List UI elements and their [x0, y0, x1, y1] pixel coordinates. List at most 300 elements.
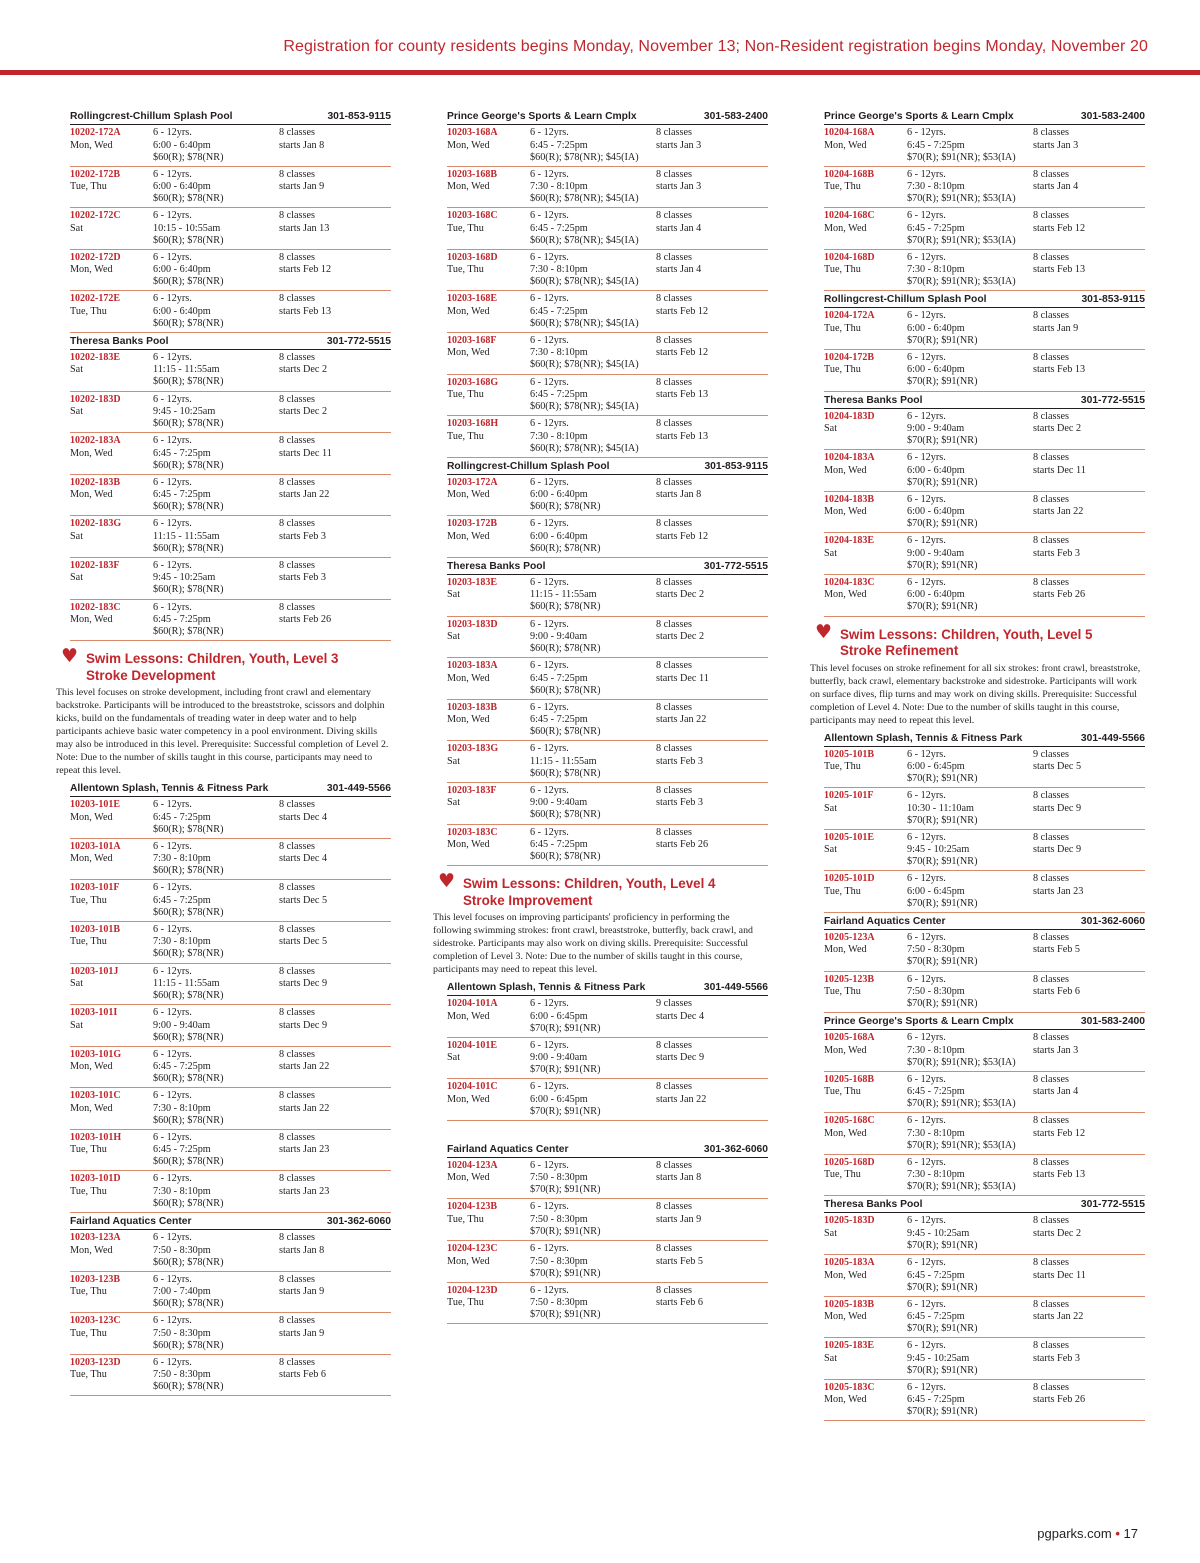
class-time: 7:50 - 8:30pm: [907, 944, 965, 956]
class-listing: [70, 392, 391, 434]
course-code[interactable]: 10204-168D: [824, 251, 875, 263]
age-range: 6 - 12yrs.: [153, 965, 192, 977]
column-3: [810, 108, 1145, 1421]
age-range: 6 - 12yrs.: [907, 410, 946, 422]
age-range: 6 - 12yrs.: [907, 351, 946, 363]
age-range: 6 - 12yrs.: [907, 310, 946, 322]
course-code[interactable]: 10202-183D: [70, 393, 121, 405]
course-code[interactable]: 10202-183A: [70, 435, 121, 447]
course-code[interactable]: 10205-123A: [824, 931, 875, 943]
meeting-days: Sat: [70, 406, 84, 418]
course-code[interactable]: 10204-183D: [824, 410, 875, 422]
start-date: starts Feb 13: [1033, 1169, 1086, 1181]
class-listing: [824, 830, 1145, 872]
meeting-days: Mon, Wed: [70, 853, 113, 865]
class-listing: [824, 167, 1145, 209]
course-code[interactable]: 10205-101B: [824, 748, 874, 760]
location-header: [824, 291, 1145, 308]
class-listing: [824, 972, 1145, 1014]
course-code[interactable]: 10205-183A: [824, 1257, 875, 1269]
class-fee: $60(R); $78(NR): [530, 542, 601, 554]
age-range: 6 - 12yrs.: [153, 393, 192, 405]
class-fee: $70(R); $91(NR): [907, 956, 978, 968]
course-code[interactable]: 10203-101D: [70, 1173, 121, 1185]
class-time: 9:45 - 10:25am: [907, 844, 970, 856]
course-code[interactable]: 10203-168F: [447, 334, 497, 346]
meeting-days: Mon, Wed: [447, 530, 490, 542]
class-fee: $70(R); $91(NR): [530, 1267, 601, 1279]
course-code[interactable]: 10203-183A: [447, 660, 498, 672]
section-title: Swim Lessons: Children, Youth, Level 3: [86, 651, 339, 667]
class-listing: [447, 825, 768, 867]
age-range: 6 - 12yrs.: [153, 601, 192, 613]
age-range: 6 - 12yrs.: [907, 210, 946, 222]
start-date: starts Jan 22: [279, 489, 330, 501]
class-time: 6:00 - 6:45pm: [907, 761, 965, 773]
age-range: 6 - 12yrs.: [907, 168, 946, 180]
class-count: 8 classes: [1033, 1381, 1069, 1393]
course-code[interactable]: 10204-172A: [824, 310, 875, 322]
course-code[interactable]: 10203-123D: [70, 1356, 121, 1368]
class-listing: [447, 416, 768, 458]
course-code[interactable]: 10204-123B: [447, 1201, 497, 1213]
location-name: Rollingcrest-Chillum Splash Pool: [447, 460, 610, 472]
class-time: 6:00 - 6:40pm: [153, 181, 211, 193]
class-count: 8 classes: [656, 1159, 692, 1171]
class-time: 6:45 - 7:25pm: [153, 811, 211, 823]
start-date: starts Jan 22: [656, 1093, 707, 1105]
class-time: 6:45 - 7:25pm: [530, 389, 588, 401]
course-code[interactable]: 10204-123C: [447, 1243, 498, 1255]
location-name: Theresa Banks Pool: [447, 560, 546, 572]
class-listing: [70, 1005, 391, 1047]
start-date: starts Feb 12: [1033, 222, 1086, 234]
class-fee: $60(R); $78(NR); $45(IA): [530, 401, 639, 413]
class-count: 8 classes: [1033, 310, 1069, 322]
course-code[interactable]: 10204-183E: [824, 535, 874, 547]
class-count: 8 classes: [279, 293, 315, 305]
class-fee: $60(R); $78(NR): [153, 1156, 224, 1168]
location-name: Prince George's Sports & Learn Cmplx: [824, 111, 1014, 122]
class-count: 8 classes: [279, 923, 315, 935]
course-code[interactable]: 10203-101G: [70, 1048, 122, 1060]
class-time: 7:50 - 8:30pm: [530, 1297, 588, 1309]
class-time: 6:00 - 6:45pm: [530, 1093, 588, 1105]
course-code[interactable]: 10205-101F: [824, 790, 874, 802]
class-time: 7:30 - 8:10pm: [153, 936, 211, 948]
age-range: 6 - 12yrs.: [530, 518, 569, 530]
location-header: [824, 730, 1145, 747]
meeting-days: Mon, Wed: [824, 139, 867, 151]
course-code[interactable]: 10203-123C: [70, 1315, 121, 1327]
location-header: [447, 458, 768, 475]
course-code[interactable]: 10205-101D: [824, 873, 875, 885]
class-listing: [447, 996, 768, 1038]
course-code[interactable]: 10205-183D: [824, 1215, 875, 1227]
age-range: 6 - 12yrs.: [530, 1081, 569, 1093]
class-count: 8 classes: [656, 576, 692, 588]
start-date: starts Dec 4: [656, 1010, 705, 1022]
meeting-days: Sat: [824, 1352, 838, 1364]
heart-icon: ♥: [815, 620, 833, 643]
course-code[interactable]: 10204-123D: [447, 1284, 498, 1296]
class-count: 8 classes: [279, 882, 315, 894]
course-code[interactable]: 10203-101E: [70, 799, 120, 811]
meeting-days: Sat: [824, 547, 838, 559]
class-count: 8 classes: [656, 168, 692, 180]
class-fee: $70(R); $91(NR); $53(IA): [907, 1139, 1016, 1151]
class-count: 8 classes: [1033, 535, 1069, 547]
course-code[interactable]: 10202-183C: [70, 601, 121, 613]
course-code[interactable]: 10203-183B: [447, 701, 497, 713]
meeting-days: Mon, Wed: [824, 944, 867, 956]
class-fee: $60(R); $78(NR): [153, 1381, 224, 1393]
course-code[interactable]: 10202-172C: [70, 210, 121, 222]
course-code[interactable]: 10202-183E: [70, 351, 120, 363]
course-code[interactable]: 10205-168C: [824, 1115, 875, 1127]
class-time: 6:00 - 6:40pm: [907, 464, 965, 476]
class-listing: [824, 350, 1145, 392]
course-code[interactable]: 10205-123B: [824, 973, 874, 985]
course-code[interactable]: 10203-168H: [447, 418, 499, 430]
class-listing: [70, 839, 391, 881]
section-description: This level focuses on improving participants' proficiency in performing the following swimming strokes: front crawl, breaststroke, butterfly, back crawl, and sidestroke. Participants may also work on diving skills. Prerequisite: Successful completion of Level 3. Note: Due to the number of skills taught in this course, participants may need to repeat this level.: [433, 912, 753, 976]
course-code[interactable]: 10203-101B: [70, 923, 120, 935]
class-fee: $60(R); $78(NR): [153, 990, 224, 1001]
class-time: 6:45 - 7:25pm: [530, 714, 588, 726]
meeting-days: Mon, Wed: [70, 1244, 113, 1256]
class-count: 8 classes: [1033, 168, 1069, 180]
class-listing: [70, 167, 391, 209]
course-code[interactable]: 10203-101A: [70, 840, 121, 852]
start-date: starts Feb 26: [1033, 589, 1086, 601]
course-code[interactable]: 10203-168D: [447, 251, 498, 263]
class-count: 8 classes: [1033, 452, 1069, 464]
location-phone: 301-362-6060: [326, 1216, 391, 1228]
course-code[interactable]: 10203-172A: [447, 476, 498, 488]
course-code[interactable]: 10203-183E: [447, 576, 497, 588]
class-count: 8 classes: [656, 518, 692, 530]
start-date: starts Jan 4: [1033, 1086, 1079, 1098]
meeting-days: Mon, Wed: [447, 347, 490, 359]
meeting-days: Tue, Thu: [70, 1144, 107, 1156]
age-range: 6 - 12yrs.: [153, 799, 192, 811]
start-date: starts Dec 2: [656, 589, 705, 601]
course-code[interactable]: 10203-168G: [447, 376, 499, 388]
class-listing: [447, 1199, 768, 1241]
course-code[interactable]: 10204-172B: [824, 351, 874, 363]
course-code[interactable]: 10202-183F: [70, 559, 120, 571]
class-fee: $60(R); $78(NR); $45(IA): [530, 442, 639, 454]
class-listing: [447, 700, 768, 742]
course-code[interactable]: 10204-168A: [824, 127, 875, 138]
location-name: Theresa Banks Pool: [824, 394, 923, 406]
course-code[interactable]: 10203-101J: [70, 965, 119, 977]
footer-bullet: •: [1115, 1526, 1120, 1541]
class-listing: [70, 922, 391, 964]
class-time: 6:45 - 7:25pm: [907, 139, 965, 151]
class-listing: [70, 250, 391, 292]
class-fee: $60(R); $78(NR); $45(IA): [530, 276, 639, 288]
class-listing: [447, 167, 768, 209]
section-description: This level focuses on stroke refinement for all six strokes: front crawl, breaststroke, butterfly, back crawl, elementary backstroke and sidestroke. Participants will work on surface dives, flip turns and may work on diving skills. Prerequisite: Successful completion of Level 4. Note: Due to the number of skills taught in this course, participants may need to repeat this level.: [810, 662, 1141, 726]
course-code[interactable]: 10204-183B: [824, 493, 874, 505]
course-code[interactable]: 10203-183D: [447, 618, 498, 630]
location-name: Fairland Aquatics Center: [447, 1143, 569, 1155]
course-code[interactable]: 10205-168D: [824, 1156, 875, 1168]
class-count: 8 classes: [1033, 1073, 1069, 1085]
age-range: 6 - 12yrs.: [153, 1131, 192, 1143]
class-listing: [447, 741, 768, 783]
class-fee: $60(R); $78(NR): [153, 276, 224, 288]
location-phone: 301-583-2400: [1080, 111, 1145, 122]
age-range: 6 - 12yrs.: [530, 168, 569, 180]
start-date: starts Feb 13: [656, 389, 709, 401]
class-count: 8 classes: [279, 1356, 315, 1368]
class-listing: [447, 516, 768, 558]
class-count: 8 classes: [279, 1173, 315, 1185]
age-range: 6 - 12yrs.: [153, 210, 192, 222]
class-fee: $60(R); $78(NR): [153, 626, 224, 638]
meeting-days: Mon, Wed: [447, 672, 490, 684]
start-date: starts Feb 12: [1033, 1127, 1086, 1139]
course-code[interactable]: 10202-172E: [70, 293, 120, 305]
course-code[interactable]: 10205-168B: [824, 1073, 874, 1085]
class-fee: $60(R); $78(NR): [530, 726, 601, 738]
class-listing: [447, 1158, 768, 1200]
class-time: 11:15 - 11:55am: [530, 755, 597, 767]
course-code[interactable]: 10203-172B: [447, 518, 497, 530]
course-code[interactable]: 10203-101F: [70, 882, 120, 894]
meeting-days: Mon, Wed: [824, 1269, 867, 1281]
class-fee: $70(R); $91(NR): [907, 998, 978, 1009]
class-count: 8 classes: [656, 1081, 692, 1093]
class-time: 6:45 - 7:25pm: [530, 305, 588, 317]
course-code[interactable]: 10204-168B: [824, 168, 874, 180]
start-date: starts Jan 22: [1033, 1311, 1084, 1323]
location-phone: 301-772-5515: [703, 560, 768, 572]
class-listing: [70, 291, 391, 333]
age-range: 6 - 12yrs.: [153, 168, 192, 180]
age-range: 6 - 12yrs.: [530, 1243, 569, 1255]
class-count: 8 classes: [656, 334, 692, 346]
age-range: 6 - 12yrs.: [530, 998, 569, 1010]
class-count: 8 classes: [279, 799, 315, 811]
start-date: starts Feb 5: [1033, 944, 1080, 956]
start-date: starts Dec 2: [279, 364, 328, 376]
class-fee: $60(R); $78(NR); $45(IA): [530, 359, 639, 371]
age-range: 6 - 12yrs.: [907, 1257, 946, 1269]
start-date: starts Feb 3: [279, 530, 326, 542]
course-code[interactable]: 10202-183G: [70, 518, 122, 530]
meeting-days: Mon, Wed: [447, 1093, 490, 1105]
class-time: 7:50 - 8:30pm: [530, 1172, 588, 1184]
class-count: 8 classes: [656, 376, 692, 388]
age-range: 6 - 12yrs.: [530, 1284, 569, 1296]
class-listing: [447, 1241, 768, 1283]
course-code[interactable]: 10205-168A: [824, 1032, 875, 1044]
meeting-days: Tue, Thu: [824, 761, 861, 773]
course-code[interactable]: 10202-172B: [70, 168, 120, 180]
location-name: Prince George's Sports & Learn Cmplx: [824, 1016, 1014, 1028]
class-count: 8 classes: [1033, 493, 1069, 505]
age-range: 6 - 12yrs.: [907, 452, 946, 464]
course-code[interactable]: 10205-101E: [824, 831, 874, 843]
class-time: 6:45 - 7:25pm: [530, 839, 588, 850]
start-date: starts Jan 8: [656, 1172, 702, 1184]
class-count: 8 classes: [656, 1243, 692, 1255]
column-1: [56, 108, 391, 1396]
class-count: 8 classes: [279, 393, 315, 405]
site-url[interactable]: pgparks.com: [1037, 1526, 1112, 1541]
class-listing: [824, 450, 1145, 492]
age-range: 6 - 12yrs.: [530, 334, 569, 346]
class-listing: [824, 788, 1145, 830]
course-code[interactable]: 10205-183E: [824, 1340, 874, 1352]
course-code[interactable]: 10203-101C: [70, 1090, 121, 1102]
class-time: 6:00 - 6:45pm: [907, 885, 965, 897]
start-date: starts Feb 3: [1033, 1352, 1080, 1364]
location-header: [447, 1141, 768, 1158]
class-fee: $60(R); $78(NR): [153, 501, 224, 513]
start-date: starts Feb 26: [279, 614, 332, 626]
page-footer: [1037, 1526, 1138, 1541]
course-code[interactable]: 10204-101C: [447, 1081, 498, 1093]
class-count: 8 classes: [656, 210, 692, 222]
course-code[interactable]: 10204-183A: [824, 452, 875, 464]
class-listing: [70, 964, 391, 1006]
age-range: 6 - 12yrs.: [907, 127, 946, 138]
start-date: starts Jan 8: [279, 1244, 325, 1256]
meeting-days: Mon, Wed: [70, 1102, 113, 1114]
course-code[interactable]: 10202-172A: [70, 127, 121, 138]
course-code[interactable]: 10205-183B: [824, 1298, 874, 1310]
class-listing: [447, 783, 768, 825]
start-date: starts Dec 11: [279, 447, 332, 459]
class-listing: [824, 871, 1145, 913]
class-time: 7:30 - 8:10pm: [153, 1102, 211, 1114]
class-count: 8 classes: [1033, 351, 1069, 363]
location-header: [447, 108, 768, 125]
age-range: 6 - 12yrs.: [907, 1032, 946, 1044]
location-name: Rollingcrest-Chillum Splash Pool: [70, 111, 233, 122]
meeting-days: Sat: [824, 844, 838, 856]
meeting-days: Mon, Wed: [447, 489, 490, 501]
meeting-days: Mon, Wed: [70, 614, 113, 626]
course-code[interactable]: 10203-168A: [447, 127, 498, 138]
course-code[interactable]: 10203-183C: [447, 826, 498, 838]
meeting-days: Sat: [447, 1052, 461, 1064]
class-fee: $70(R); $91(NR); $53(IA): [907, 193, 1016, 205]
class-listing: [70, 558, 391, 600]
class-time: 7:00 - 7:40pm: [153, 1286, 211, 1298]
meeting-days: Mon, Wed: [824, 1311, 867, 1323]
course-code[interactable]: 10203-101H: [70, 1131, 122, 1143]
course-code[interactable]: 10203-123B: [70, 1273, 120, 1285]
start-date: starts Feb 3: [656, 755, 703, 767]
class-listing: [70, 1313, 391, 1355]
class-time: 7:30 - 8:10pm: [530, 264, 588, 276]
class-time: 9:45 - 10:25am: [153, 572, 216, 584]
class-listing: [824, 1030, 1145, 1072]
meeting-days: Sat: [70, 572, 84, 584]
course-code[interactable]: 10204-168C: [824, 210, 875, 222]
start-date: starts Jan 22: [1033, 506, 1084, 518]
class-fee: $70(R); $91(NR): [907, 773, 978, 785]
age-range: 6 - 12yrs.: [153, 1273, 192, 1285]
meeting-days: Tue, Thu: [447, 1213, 484, 1225]
class-count: 8 classes: [1033, 1156, 1069, 1168]
course-code[interactable]: 10203-101I: [70, 1007, 118, 1019]
class-listing: [70, 475, 391, 517]
course-code[interactable]: 10203-168C: [447, 210, 498, 222]
class-listing: [447, 658, 768, 700]
course-code[interactable]: 10203-168B: [447, 168, 497, 180]
meeting-days: Mon, Wed: [70, 447, 113, 459]
class-time: 7:30 - 8:10pm: [153, 1185, 211, 1197]
meeting-days: Sat: [70, 530, 84, 542]
course-code[interactable]: 10204-123A: [447, 1159, 498, 1171]
course-code[interactable]: 10204-101A: [447, 998, 498, 1010]
start-date: starts Feb 6: [656, 1297, 703, 1309]
course-code[interactable]: 10205-183C: [824, 1381, 875, 1393]
class-time: 7:50 - 8:30pm: [530, 1255, 588, 1267]
start-date: starts Jan 3: [1033, 139, 1079, 151]
location-name: Allentown Splash, Tennis & Fitness Park: [447, 982, 646, 994]
class-listing: [824, 1113, 1145, 1155]
age-range: 6 - 12yrs.: [530, 618, 569, 630]
class-time: 9:00 - 9:40am: [907, 423, 965, 435]
course-code[interactable]: 10203-168E: [447, 293, 497, 305]
start-date: starts Feb 12: [656, 347, 709, 359]
age-range: 6 - 12yrs.: [907, 535, 946, 547]
class-listing: [447, 575, 768, 617]
meeting-days: Sat: [447, 589, 461, 601]
class-time: 6:00 - 6:40pm: [530, 530, 588, 542]
meeting-days: Tue, Thu: [70, 305, 107, 317]
class-count: 8 classes: [279, 1315, 315, 1327]
start-date: starts Feb 6: [1033, 986, 1080, 997]
class-fee: $60(R); $78(NR): [153, 459, 224, 471]
meeting-days: Tue, Thu: [824, 1169, 861, 1181]
class-listing: [70, 1272, 391, 1314]
course-code[interactable]: 10204-183C: [824, 576, 875, 588]
course-code[interactable]: 10202-172D: [70, 251, 121, 263]
class-count: 8 classes: [656, 618, 692, 630]
class-time: 7:50 - 8:30pm: [153, 1327, 211, 1339]
class-fee: $60(R); $78(NR): [153, 1031, 224, 1043]
class-time: 6:00 - 6:40pm: [153, 264, 211, 276]
class-time: 7:30 - 8:10pm: [907, 181, 965, 193]
course-code[interactable]: 10203-123A: [70, 1232, 121, 1244]
course-code[interactable]: 10203-183F: [447, 784, 497, 796]
location-phone: 301-772-5515: [1080, 1199, 1145, 1211]
class-fee: $60(R); $78(NR): [153, 151, 224, 163]
age-range: 6 - 12yrs.: [530, 1201, 569, 1213]
course-code[interactable]: 10204-101E: [447, 1039, 497, 1051]
class-count: 8 classes: [279, 518, 315, 530]
course-code[interactable]: 10203-183G: [447, 743, 499, 755]
class-listing: [70, 1171, 391, 1213]
class-listing: [824, 1072, 1145, 1114]
class-listing: [824, 1380, 1145, 1422]
location-phone: 301-449-5566: [703, 982, 768, 994]
start-date: starts Dec 4: [279, 811, 328, 823]
class-fee: $60(R); $78(NR): [153, 1114, 224, 1126]
course-code[interactable]: 10202-183B: [70, 476, 120, 488]
class-time: 7:50 - 8:30pm: [153, 1369, 211, 1381]
age-range: 6 - 12yrs.: [907, 1381, 946, 1393]
